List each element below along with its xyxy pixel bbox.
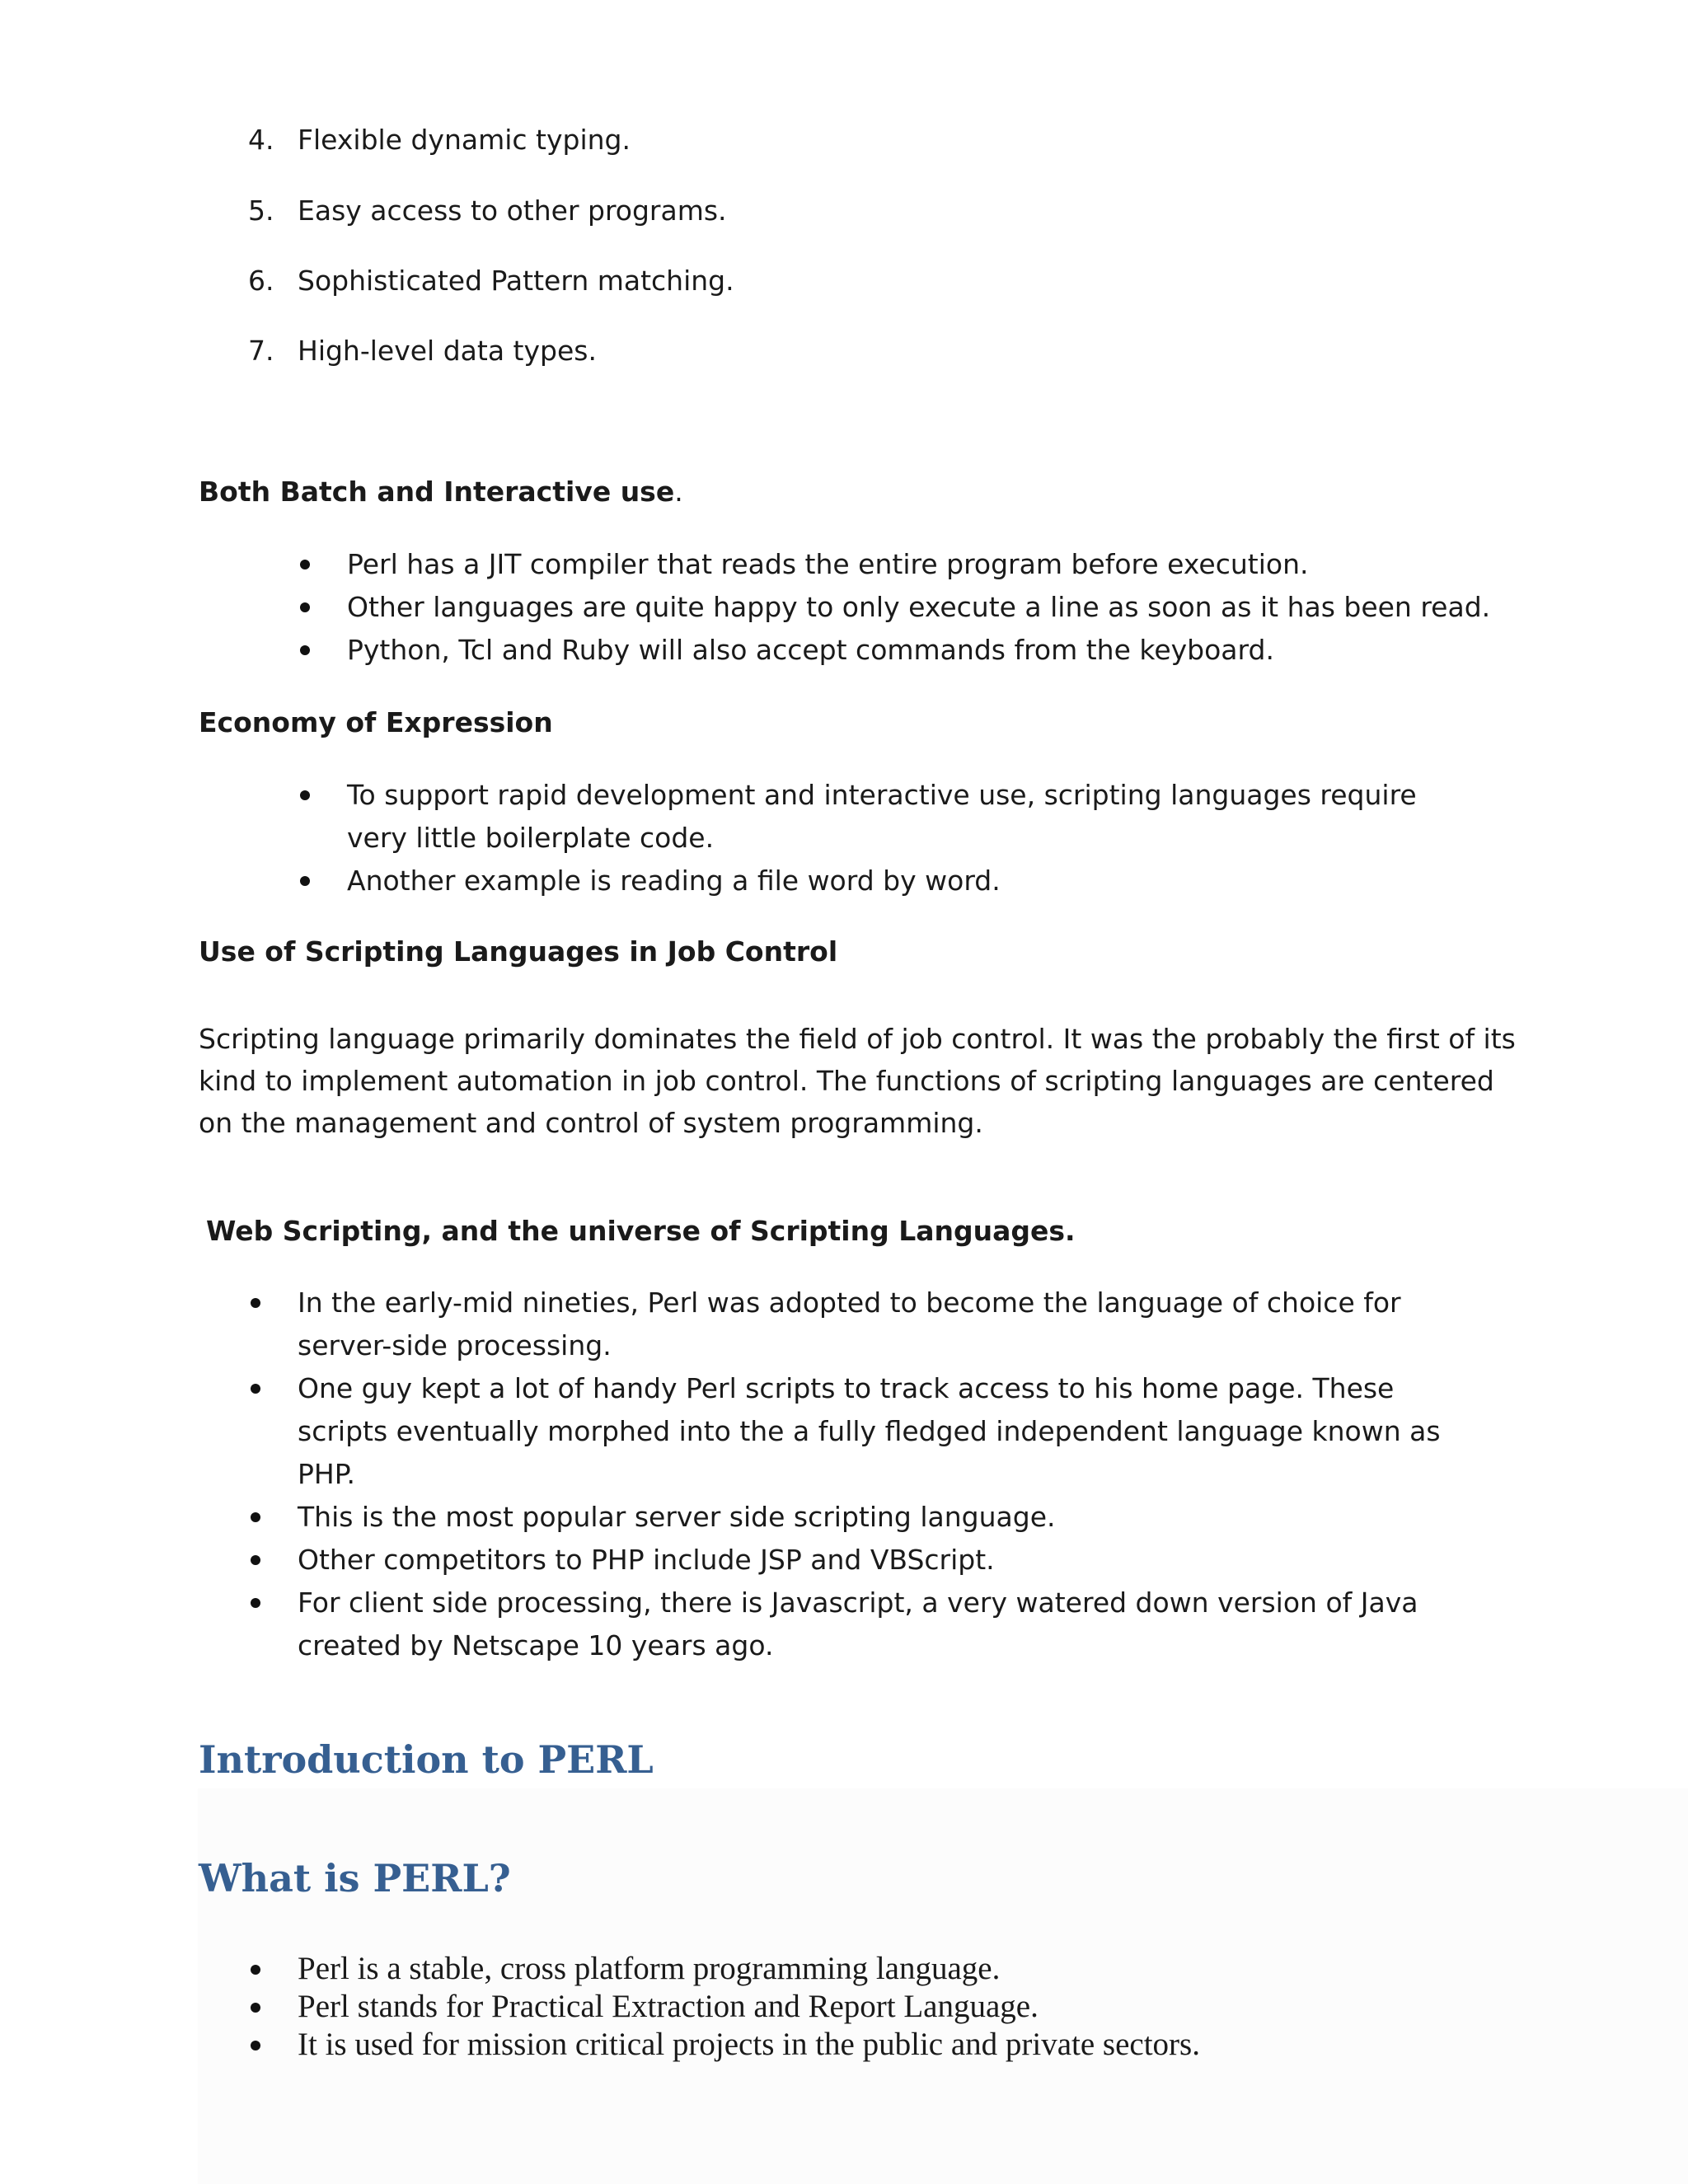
item-number: 5. — [248, 194, 274, 227]
perl-list — [298, 1950, 1534, 2064]
list-item-text: Perl stands for Practical Extraction and Report Language. — [298, 1989, 1039, 2024]
list-item — [298, 1988, 1534, 2026]
list-item — [298, 1582, 1476, 1667]
bullet — [251, 1965, 260, 1975]
item-number: 4. — [248, 124, 274, 156]
list-item — [298, 1950, 1534, 1988]
list-item — [347, 860, 1460, 902]
bullet — [251, 2041, 260, 2050]
numbered-item — [248, 194, 727, 227]
bullet — [251, 1555, 260, 1565]
item-text: Easy access to other programs. — [298, 194, 727, 227]
batch-heading — [199, 476, 683, 508]
bullet — [251, 1512, 260, 1522]
bullet — [300, 876, 310, 886]
bullet — [300, 645, 310, 655]
bullet — [251, 1298, 260, 1308]
list-item — [347, 543, 1501, 586]
bullet — [251, 1598, 260, 1608]
list-item — [298, 1367, 1476, 1496]
list-item-text: This is the most popular server side scripting language. — [298, 1501, 1056, 1533]
list-item-text: Other languages are quite happy to only execute a line as soon as it has been read. — [347, 591, 1491, 623]
list-item-text: For client side processing, there is Javascript, a very watered down version of Java created by Netscape 10 years ago. — [298, 1586, 1418, 1661]
list-item — [298, 1496, 1476, 1539]
bullet — [251, 2003, 260, 2013]
list-item-text: Another example is reading a file word by word. — [347, 865, 1001, 897]
bullet — [300, 602, 310, 612]
list-item-text: Python, Tcl and Ruby will also accept commands from the keyboard. — [347, 634, 1274, 666]
list-item-text: One guy kept a lot of handy Perl scripts to track access to his home page. These scripts eventually morphed into the a fully fledged independent language known as PHP. — [298, 1372, 1441, 1490]
list-item — [347, 629, 1501, 672]
list-item — [347, 586, 1501, 629]
item-text: High-level data types. — [298, 335, 597, 367]
item-text: Sophisticated Pattern matching. — [298, 265, 734, 297]
bullet — [300, 790, 310, 800]
economy-list — [347, 774, 1460, 902]
numbered-item — [248, 265, 734, 297]
list-item-text: Other competitors to PHP include JSP and VBScript. — [298, 1544, 995, 1576]
bullet — [300, 560, 310, 569]
list-item — [298, 2026, 1534, 2064]
list-item-text: It is used for mission critical projects in the public and private sectors. — [298, 2027, 1200, 2062]
item-number: 6. — [248, 265, 274, 297]
batch-heading-text: Both Batch and Interactive use — [199, 476, 675, 508]
list-item — [298, 1282, 1476, 1367]
web-list — [298, 1282, 1476, 1667]
numbered-item — [248, 335, 597, 367]
item-text: Flexible dynamic typing. — [298, 124, 631, 156]
intro-heading: Introduction to PERL — [199, 1737, 654, 1782]
job-control-paragraph: Scripting language primarily dominates the field of job control. It was the probably the first of its kind to implement automation in job control. The functions of scripting languages are centered on the management and control of system programming. — [199, 1023, 1516, 1139]
web-heading: Web Scripting, and the universe of Scripting Languages. — [206, 1215, 1076, 1247]
economy-heading: Economy of Expression — [199, 706, 553, 738]
list-item — [298, 1539, 1476, 1582]
list-item — [347, 774, 1460, 860]
list-item-text: In the early-mid nineties, Perl was adopted to become the language of choice for server-side processing. — [298, 1286, 1401, 1361]
numbered-item — [248, 124, 631, 156]
batch-list — [347, 543, 1501, 672]
what-heading: What is PERL? — [199, 1856, 511, 1900]
item-number: 7. — [248, 335, 274, 367]
job-control-heading: Use of Scripting Languages in Job Control — [199, 935, 838, 968]
bullet — [251, 1384, 260, 1394]
list-item-text: To support rapid development and interactive use, scripting languages require very little boilerplate code. — [347, 779, 1417, 854]
list-item-text: Perl is a stable, cross platform programming language. — [298, 1951, 1001, 1986]
batch-heading-suffix: . — [674, 476, 683, 508]
list-item-text: Perl has a JIT compiler that reads the entire program before execution. — [347, 548, 1309, 580]
